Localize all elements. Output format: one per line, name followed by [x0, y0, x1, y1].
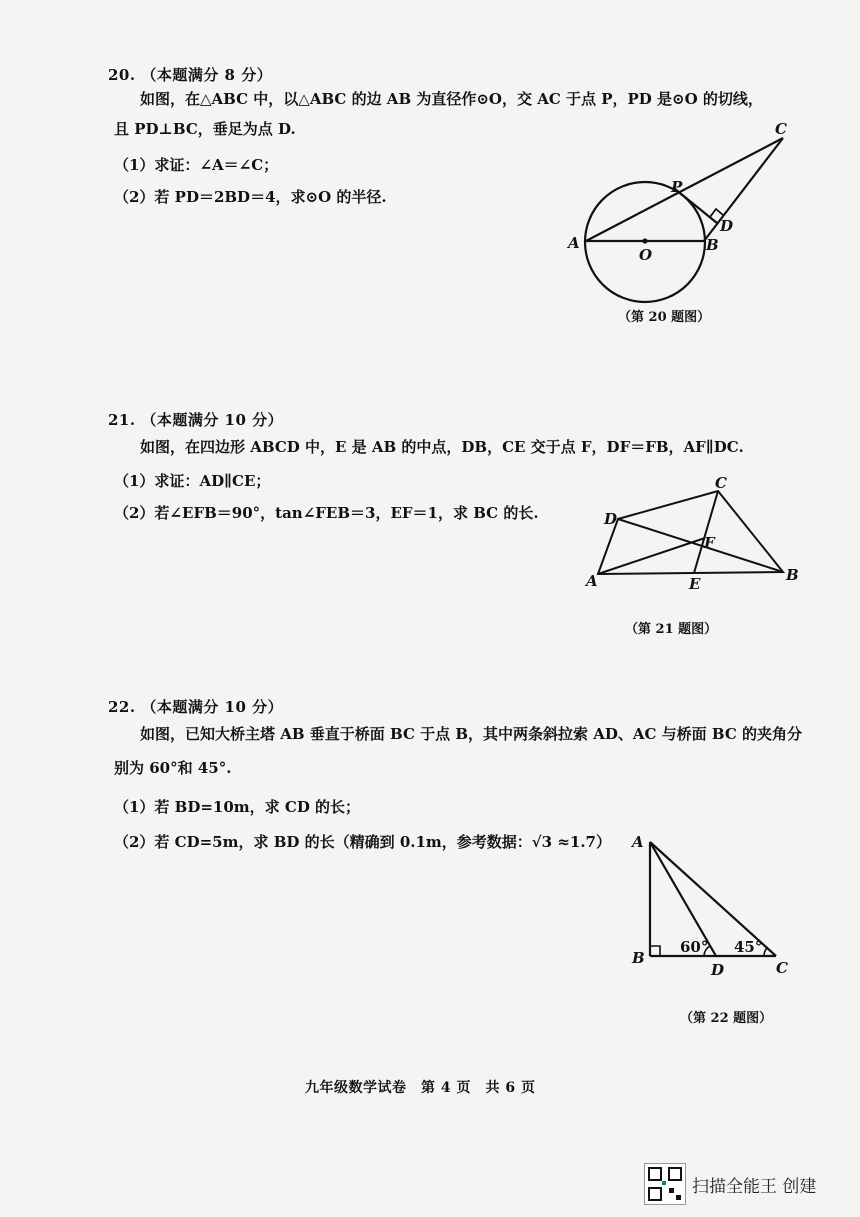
q20-label-d: D: [720, 217, 734, 235]
q20-label-o: O: [639, 246, 653, 264]
q21-line-af: [598, 538, 705, 574]
q20-label-p: P: [671, 178, 683, 196]
q22-stem-line2: 别为 60°和 45°.: [114, 759, 232, 777]
q20-right-angle-mark: [710, 209, 723, 217]
q22-right-angle-mark: [650, 946, 660, 956]
q22-label-c: C: [776, 959, 788, 977]
q20-figure: [530, 120, 810, 320]
q22-label-d: D: [711, 961, 725, 979]
qr-code-icon: [644, 1163, 686, 1205]
scanner-watermark: 扫描全能王 创建: [692, 1177, 817, 1197]
q20-stem-line1: 如图，在△ABC 中，以△ABC 的边 AB 为直径作⊙O，交 AC 于点 P，PD 是⊙O 的切线，: [140, 90, 763, 108]
q22-angle-arc-c: [764, 948, 767, 956]
q21-quadrilateral: [598, 491, 783, 574]
q21-part1: （1）求证：AD∥CE；: [114, 472, 271, 490]
q22-figure: [622, 830, 797, 980]
q22-stem-line1: 如图，已知大桥主塔 AB 垂直于桥面 BC 于点 B，其中两条斜拉索 AD、AC 与桥面 BC 的夹角分: [140, 725, 803, 743]
q21-stem: 如图，在四边形 ABCD 中，E 是 AB 的中点，DB，CE 交于点 F，DF＝FB，AF∥DC.: [140, 438, 744, 456]
q21-heading: 21. （本题满分 10 分）: [108, 411, 284, 429]
q21-caption: （第 21 题图）: [625, 622, 718, 637]
q21-label-d: D: [604, 510, 618, 528]
q22-heading: 22. （本题满分 10 分）: [108, 698, 284, 716]
q20-label-c: C: [775, 120, 787, 138]
q20-part1: （1）求证：∠A＝∠C；: [114, 156, 279, 174]
q21-line-db: [618, 519, 783, 572]
q22-label-b: B: [632, 949, 645, 967]
q22-part2: （2）若 CD=5m，求 BD 的长（精确到 0.1m，参考数据：√3 ≈1.7）: [114, 833, 611, 851]
q21-label-e: E: [689, 575, 701, 593]
q21-line-ce: [694, 491, 718, 573]
q21-label-a: A: [586, 572, 598, 590]
q22-part1: （1）若 BD=10m，求 CD 的长；: [114, 798, 361, 816]
q20-center-dot: [642, 238, 647, 243]
q20-caption: （第 20 题图）: [618, 310, 711, 325]
q20-label-b: B: [706, 236, 719, 254]
q21-label-f: F: [704, 534, 715, 552]
q22-angle-45: 45°: [734, 938, 763, 956]
q20-line-bc: [704, 138, 783, 241]
q21-label-c: C: [715, 476, 727, 492]
q20-part2: （2）若 PD＝2BD＝4，求⊙O 的半径.: [114, 188, 387, 206]
q21-figure: [580, 476, 810, 596]
q20-stem-line2: 且 PD⊥BC，垂足为点 D.: [114, 120, 296, 138]
q20-heading: 20. （本题满分 8 分）: [108, 66, 273, 84]
q22-label-a: A: [632, 833, 644, 851]
q20-label-a: A: [568, 234, 580, 252]
q21-part2: （2）若∠EFB＝90°，tan∠FEB＝3，EF＝1，求 BC 的长.: [114, 504, 539, 522]
q21-label-b: B: [786, 566, 799, 584]
q22-caption: （第 22 题图）: [680, 1011, 773, 1026]
q22-angle-60: 60°: [680, 938, 709, 956]
page-footer: 九年级数学试卷 第 4 页 共 6 页: [305, 1080, 536, 1096]
